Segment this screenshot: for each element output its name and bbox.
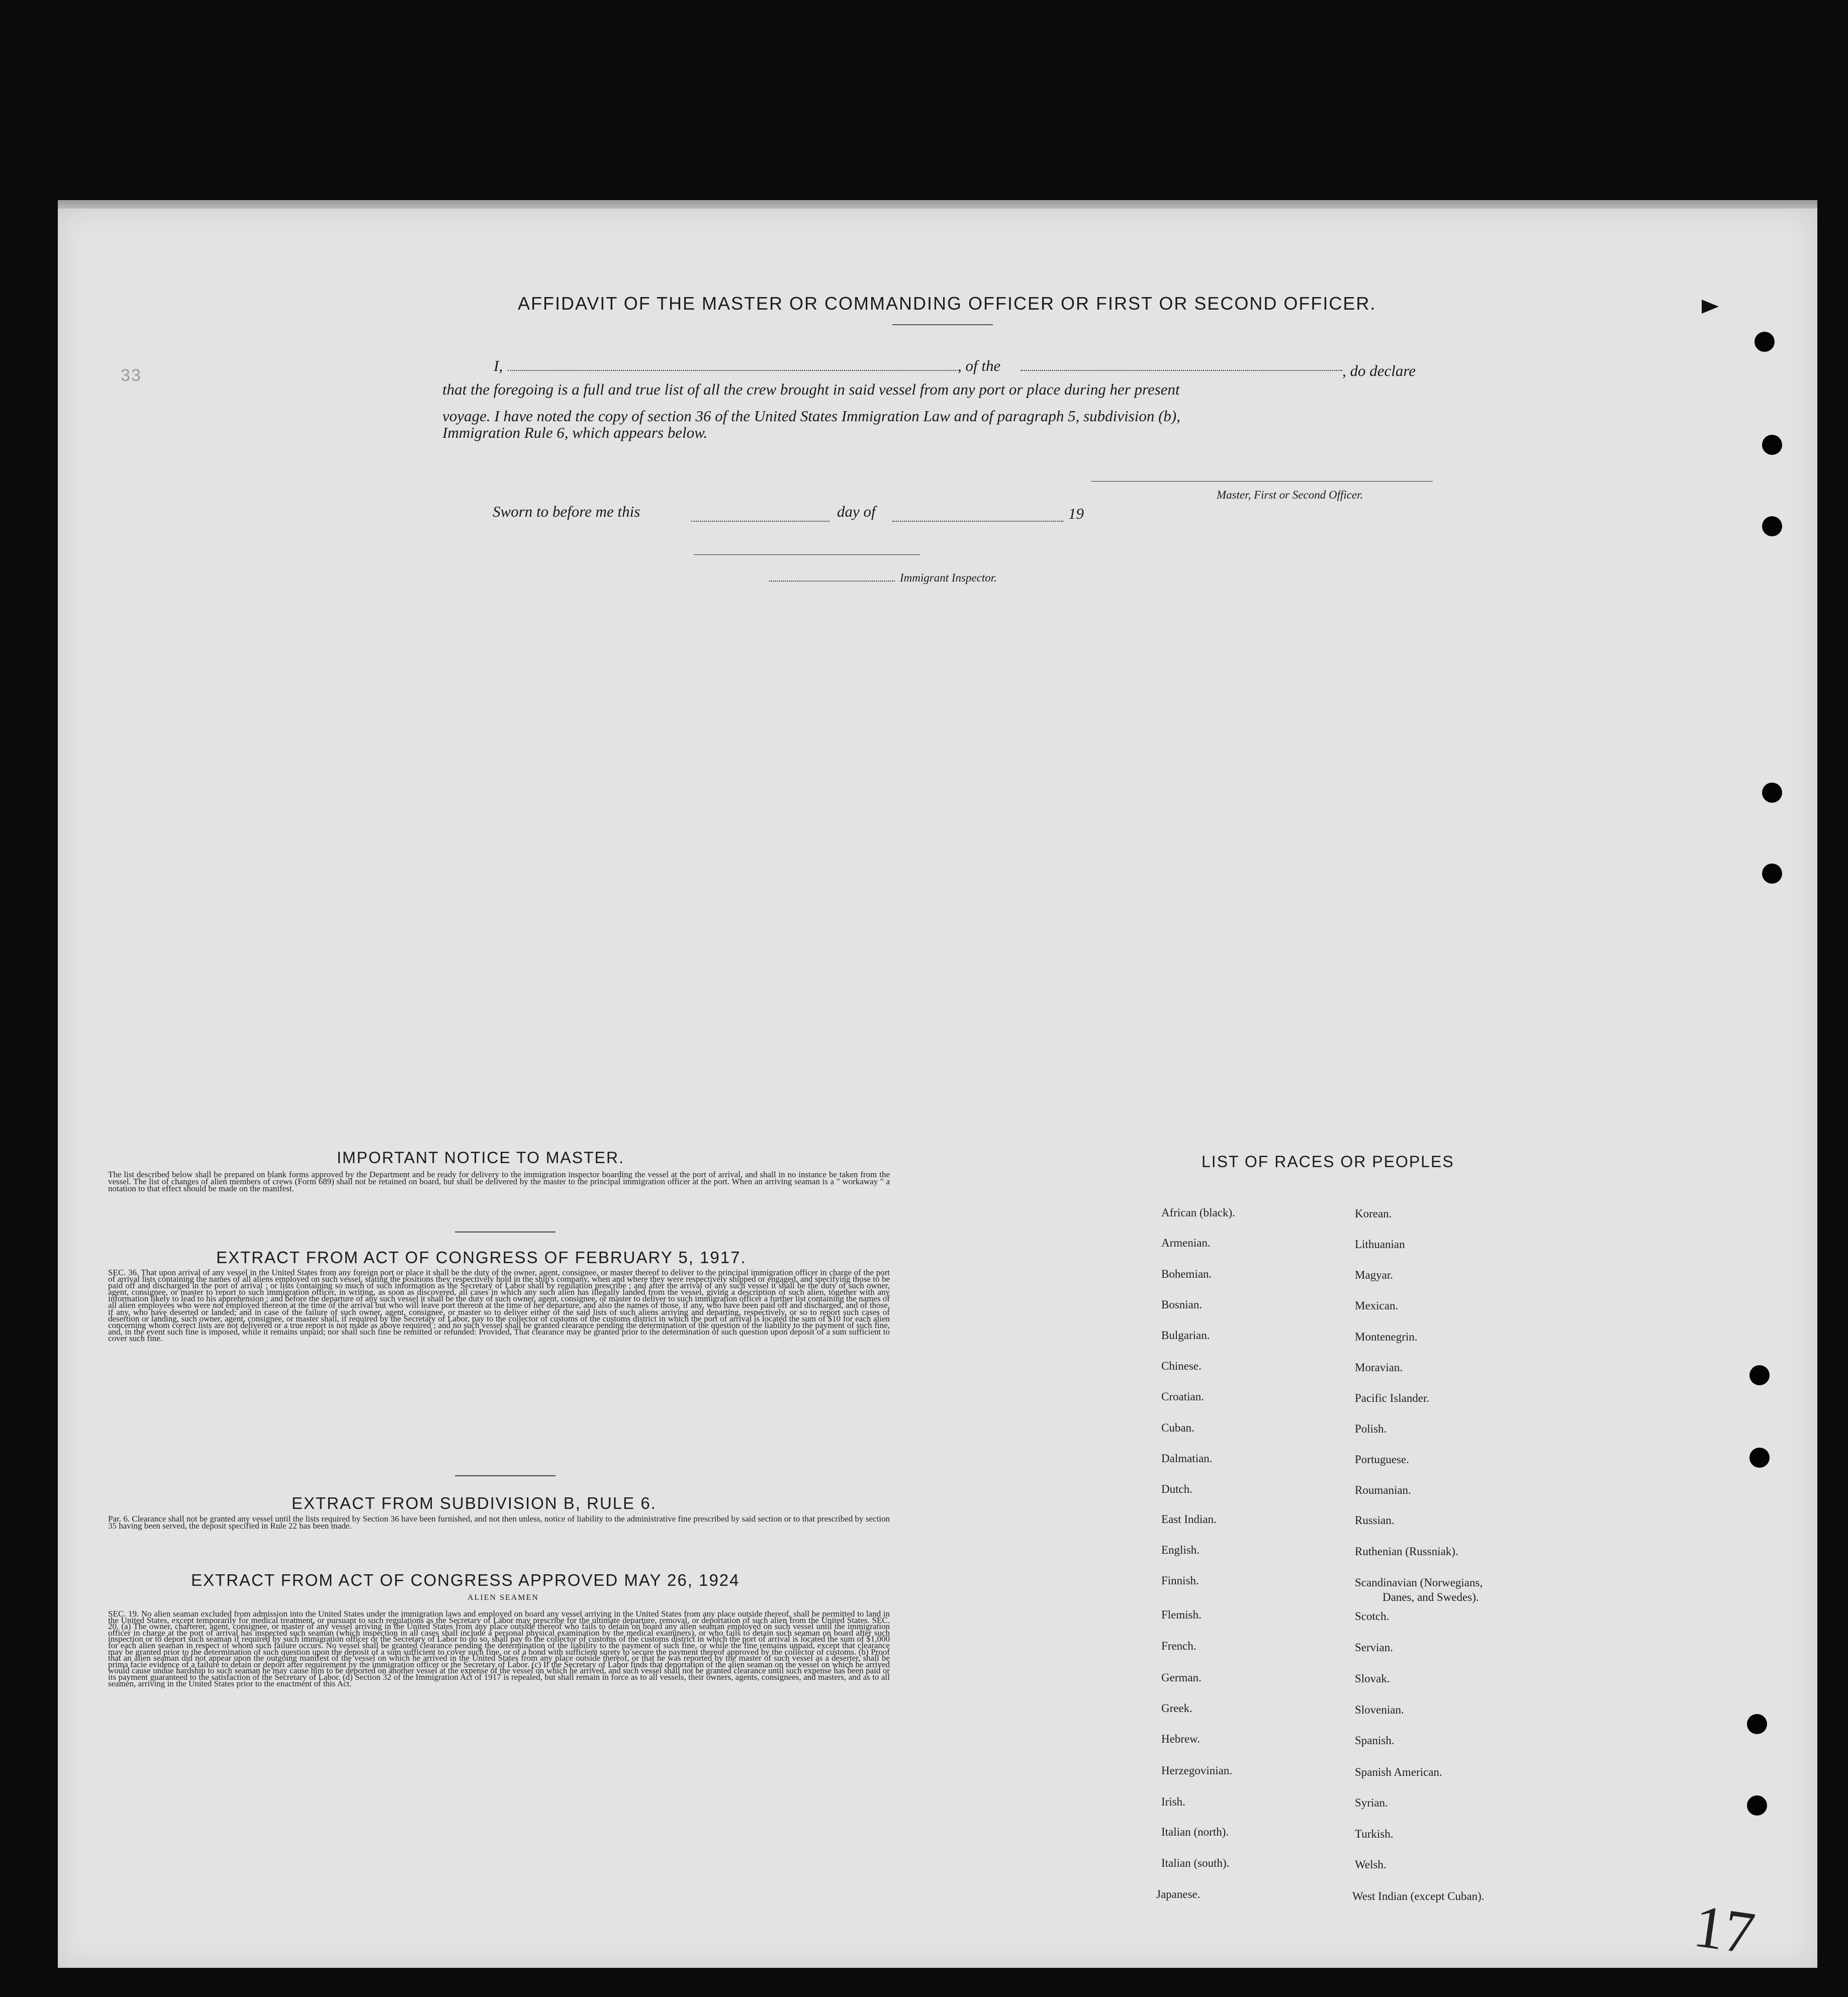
inspector-label: Immigrant Inspector.: [900, 572, 997, 584]
punch-hole: [1754, 332, 1775, 352]
affidavit-declare: , do declare: [1342, 362, 1416, 379]
race-item: French.: [1161, 1640, 1196, 1652]
notice-title: IMPORTANT NOTICE TO MASTER.: [337, 1149, 624, 1167]
day-of-label: day of: [837, 503, 876, 520]
extract-1917-title: EXTRACT FROM ACT OF CONGRESS OF FEBRUARY 5, 1917.: [216, 1248, 747, 1267]
race-item: Spanish American.: [1355, 1766, 1442, 1778]
race-item: Finnish.: [1161, 1574, 1199, 1587]
race-item: Bohemian.: [1161, 1268, 1212, 1280]
race-item: African (black).: [1161, 1206, 1235, 1219]
sworn-month-blank: [892, 521, 1063, 522]
punch-hole: [1762, 516, 1782, 536]
signature-line: [1091, 481, 1433, 482]
affidavit-of-the: , of the: [958, 357, 1001, 374]
sworn-label: Sworn to before me this: [493, 503, 640, 520]
title-divider: [892, 324, 993, 325]
extract-1917-divider: [455, 1475, 556, 1476]
extract-1924-text: SEC. 19. No alien seaman excluded from admission into the United States under the immigration laws and employed on board any vessel arriving in the United States from any place outside thereof, shall be permitted to land in the United States, except temporarily for medical treatment, or pursuant to such regulations as the Secretary of Labor may prescribe for the ultimate departure, removal, or deportation of such alien from the United States. SEC. 20. (a) The owner, charterer, agent, consignee, or master of any vessel arriving in the United States from any place outside thereof who fails to detain on board any alien seaman employed on such vessel until the immigration officer in charge at the port of arrival has inspected such seaman (which inspection in all cases shall include a personal physical examination by the medical examiners), or who fails to detain such seaman on board after such inspection or to deport such seaman if required by such immigration officer or the Secretary of Labor to do so, shall pay to the collector of customs of the customs district in which the port of arrival is located the sum of $1,000 for each alien seaman in respect of whom such failure occurs. No vessel shall be granted clearance pending the determination of the liability to the payment of such fine, or while the fine remains unpaid, except that clearance may be granted prior to the determination of such question upon the deposit of a sum sufficient to cover such fine, or of a bond with sufficient surety to secure the payment thereof approved by the collector of customs. (b) Proof that an alien seaman did not appear upon the outgoing manifest of the vessel on which he arrived in the United States from any place outside thereof, or that he was reported by the master of such vessel as a deserter, shall be prima facie evidence of a failure to detain or deport after requirement by the immigration officer or the Secretary of Labor. (c) If the Secretary of Labor finds that deportation of the alien seaman on the vessel on which he arrived would cause undue hardship to such seaman he may cause him to be deported on another vessel at the expense of the vessel on which he arrived, and such vessel shall not be granted clearance until such expense has been paid or its payment guaranteed to the satisfaction of the Secretary of Labor. (d) Section 32 of the Immigration Act of 1917 is repealed, but shall remain in force as to all vessels, their owners, agents, consignees, and masters, and as to all seamen, arriving in the United States prior to the enactment of this Act.: [108, 1609, 890, 1688]
inspector-line: [769, 581, 895, 582]
punch-hole: [1749, 1448, 1770, 1468]
race-item: Bulgarian.: [1161, 1329, 1210, 1342]
punch-hole: [1762, 864, 1782, 884]
punch-hole: [1762, 435, 1782, 455]
notice-divider: [455, 1231, 556, 1232]
punch-hole: [1747, 1795, 1767, 1816]
punch-hole: [1749, 1365, 1770, 1385]
rule6-title: EXTRACT FROM SUBDIVISION B, RULE 6.: [292, 1494, 657, 1512]
race-item: East Indian.: [1161, 1513, 1217, 1526]
rule6-text: Par. 6. Clearance shall not be granted any vessel until the lists required by Section 36 have been furnished, and not then unless, notice of liability to the administrative fine prescribed by said section or to that prescribed by section 35 having been served, the deposit specified in Rule 22 has been made.: [108, 1514, 890, 1531]
notice-text: The list described below shall be prepared on blank forms approved by the Department and be ready for delivery to the immigration inspector boarding the vessel at the port of arrival, and shall in no instance be taken from the vessel. The list of changes of alien members of crews (Form 689) shall not be retained on board, but shall be delivered by the master to the principal immigration officer at the port. When an arriving seaman is a " workaway " a notation to that effect should be made on the manifest.: [108, 1170, 890, 1193]
race-item: Roumanian.: [1355, 1484, 1411, 1496]
race-item: Armenian.: [1161, 1237, 1211, 1249]
race-item: Croatian.: [1161, 1390, 1204, 1403]
race-item: Greek.: [1161, 1702, 1192, 1715]
race-item: Chinese.: [1161, 1360, 1202, 1372]
race-item: Slovenian.: [1355, 1703, 1404, 1716]
margin-mark-bottom-right: 17: [1690, 1892, 1759, 1967]
name-blank: [508, 370, 958, 371]
race-item: Bosnian.: [1161, 1298, 1203, 1311]
signature-label: Master, First or Second Officer.: [1217, 489, 1363, 501]
race-item: Mexican.: [1355, 1299, 1399, 1312]
punch-hole: [1747, 1714, 1767, 1734]
extract-1924-title: EXTRACT FROM ACT OF CONGRESS APPROVED MAY 26, 1924: [191, 1571, 740, 1589]
race-item: West Indian (except Cuban).: [1352, 1890, 1485, 1903]
races-title: LIST OF RACES OR PEOPLES: [1202, 1153, 1454, 1171]
race-item: Polish.: [1355, 1422, 1387, 1435]
extract-1917-text: SEC. 36. That upon arrival of any vessel in the United States from any foreign port or place it shall be the duty of the owner, agent, consignee, or master thereof to deliver to the principal immigration officer in charge of the port of arrival lists containing the names of all aliens employed on such vessel, stating the positions they respectively hold in the ship's company, when and where they were respectively shipped or engaged, and specifying those to be paid off and discharged in the port of arrival ; or lists containing so much of such information as the Secretary of Labor shall by regulation prescribe ; and after the arrival of any such vessel it shall be the duty of such owner, agent, consignee, or master to report to such immigration officer, in writing, as soon as discovered, all cases in which any such alien has illegally landed from the vessel, giving a description of such alien, together with any information likely to lead to his apprehension ; and before the departure of any such vessel it shall be the duty of such owner, agent, consignee, or master to deliver to such immigration officer a further list containing the names of all alien employees who were not employed thereon at the time of the arrival but who will leave port thereon at the time of her departure, and also the names of those, if any, who have been paid off and discharged, and of those, if any, who have deserted or landed; and in case of the failure of such owner, agent, consignee, or master so to deliver either of the said lists of such aliens arriving and departing, respectively, or so to report such cases of desertion or landing, such owner, agent, consignee, or master shall, if required by the Secretary of Labor, pay to the collector of customs of the customs district in which the port of arrival is located the sum of $10 for each alien concerning whom correct lists are not delivered or a true report is not made as above required ; and no such vessel shall be granted clearance pending the determination of the question of the liability to the payment of such fine, and, in the event such fine is imposed, while it remains unpaid; nor shall such fine be remitted or refunded: Provided, That clearance may be granted prior to the determination of such question upon deposit of a sum sufficient to cover such fine.: [108, 1268, 890, 1343]
race-item: Moravian.: [1355, 1361, 1403, 1374]
margin-mark-top-left: 33: [121, 366, 142, 385]
race-item: Scotch.: [1355, 1610, 1390, 1623]
race-item: Korean.: [1355, 1207, 1392, 1220]
race-item: Pacific Islander.: [1355, 1392, 1430, 1404]
race-item: Russian.: [1355, 1514, 1395, 1527]
affidavit-line-2: that the foregoing is a full and true list of all the crew brought in said vessel from any port or place during her present: [442, 381, 1180, 398]
race-item: Danes, and Swedes).: [1382, 1591, 1479, 1603]
race-item: Cuban.: [1161, 1421, 1194, 1434]
race-item: Montenegrin.: [1355, 1330, 1418, 1343]
race-item: Irish.: [1161, 1795, 1185, 1808]
race-item: Turkish.: [1355, 1828, 1394, 1840]
race-item: Slovak.: [1355, 1672, 1390, 1685]
punch-hole: [1762, 783, 1782, 803]
affidavit-line-3: voyage. I have noted the copy of section 36 of the United States Immigration Law and of paragraph 5, subdivision (b),: [442, 407, 1180, 425]
race-item: Italian (south).: [1161, 1857, 1230, 1869]
race-item: Dutch.: [1161, 1483, 1192, 1495]
race-item: Flemish.: [1161, 1608, 1202, 1621]
race-item: Syrian.: [1355, 1796, 1388, 1809]
affidavit-i: I,: [494, 357, 503, 374]
race-item: Dalmatian.: [1161, 1452, 1213, 1465]
affidavit-line-4: Immigration Rule 6, which appears below.: [442, 424, 708, 441]
race-item: Herzegovinian.: [1161, 1764, 1233, 1777]
race-item: German.: [1161, 1671, 1202, 1684]
race-item: English.: [1161, 1544, 1200, 1556]
race-item: Servian.: [1355, 1641, 1394, 1654]
race-item: Hebrew.: [1161, 1733, 1200, 1745]
inspector-line-upper: [694, 554, 920, 555]
vessel-blank: [1021, 370, 1342, 371]
arrow-marker-icon: [1702, 300, 1719, 314]
sworn-day-blank: [691, 521, 829, 522]
race-item: Spanish.: [1355, 1734, 1395, 1747]
affidavit-title: AFFIDAVIT OF THE MASTER OR COMMANDING OFFICER OR FIRST OR SECOND OFFICER.: [518, 293, 1376, 314]
race-item: Welsh.: [1355, 1858, 1387, 1871]
race-item: Japanese.: [1156, 1888, 1200, 1900]
race-item: Scandinavian (Norwegians,: [1355, 1576, 1483, 1589]
form-page: [58, 209, 1817, 1968]
race-item: Portuguese.: [1355, 1453, 1409, 1466]
year-label: 19: [1068, 505, 1084, 522]
race-item: Magyar.: [1355, 1269, 1394, 1281]
extract-1924-subtitle: ALIEN SEAMEN: [468, 1593, 539, 1602]
race-item: Italian (north).: [1161, 1826, 1229, 1838]
race-item: Ruthenian (Russniak).: [1355, 1545, 1458, 1558]
race-item: Lithuanian: [1355, 1238, 1405, 1251]
